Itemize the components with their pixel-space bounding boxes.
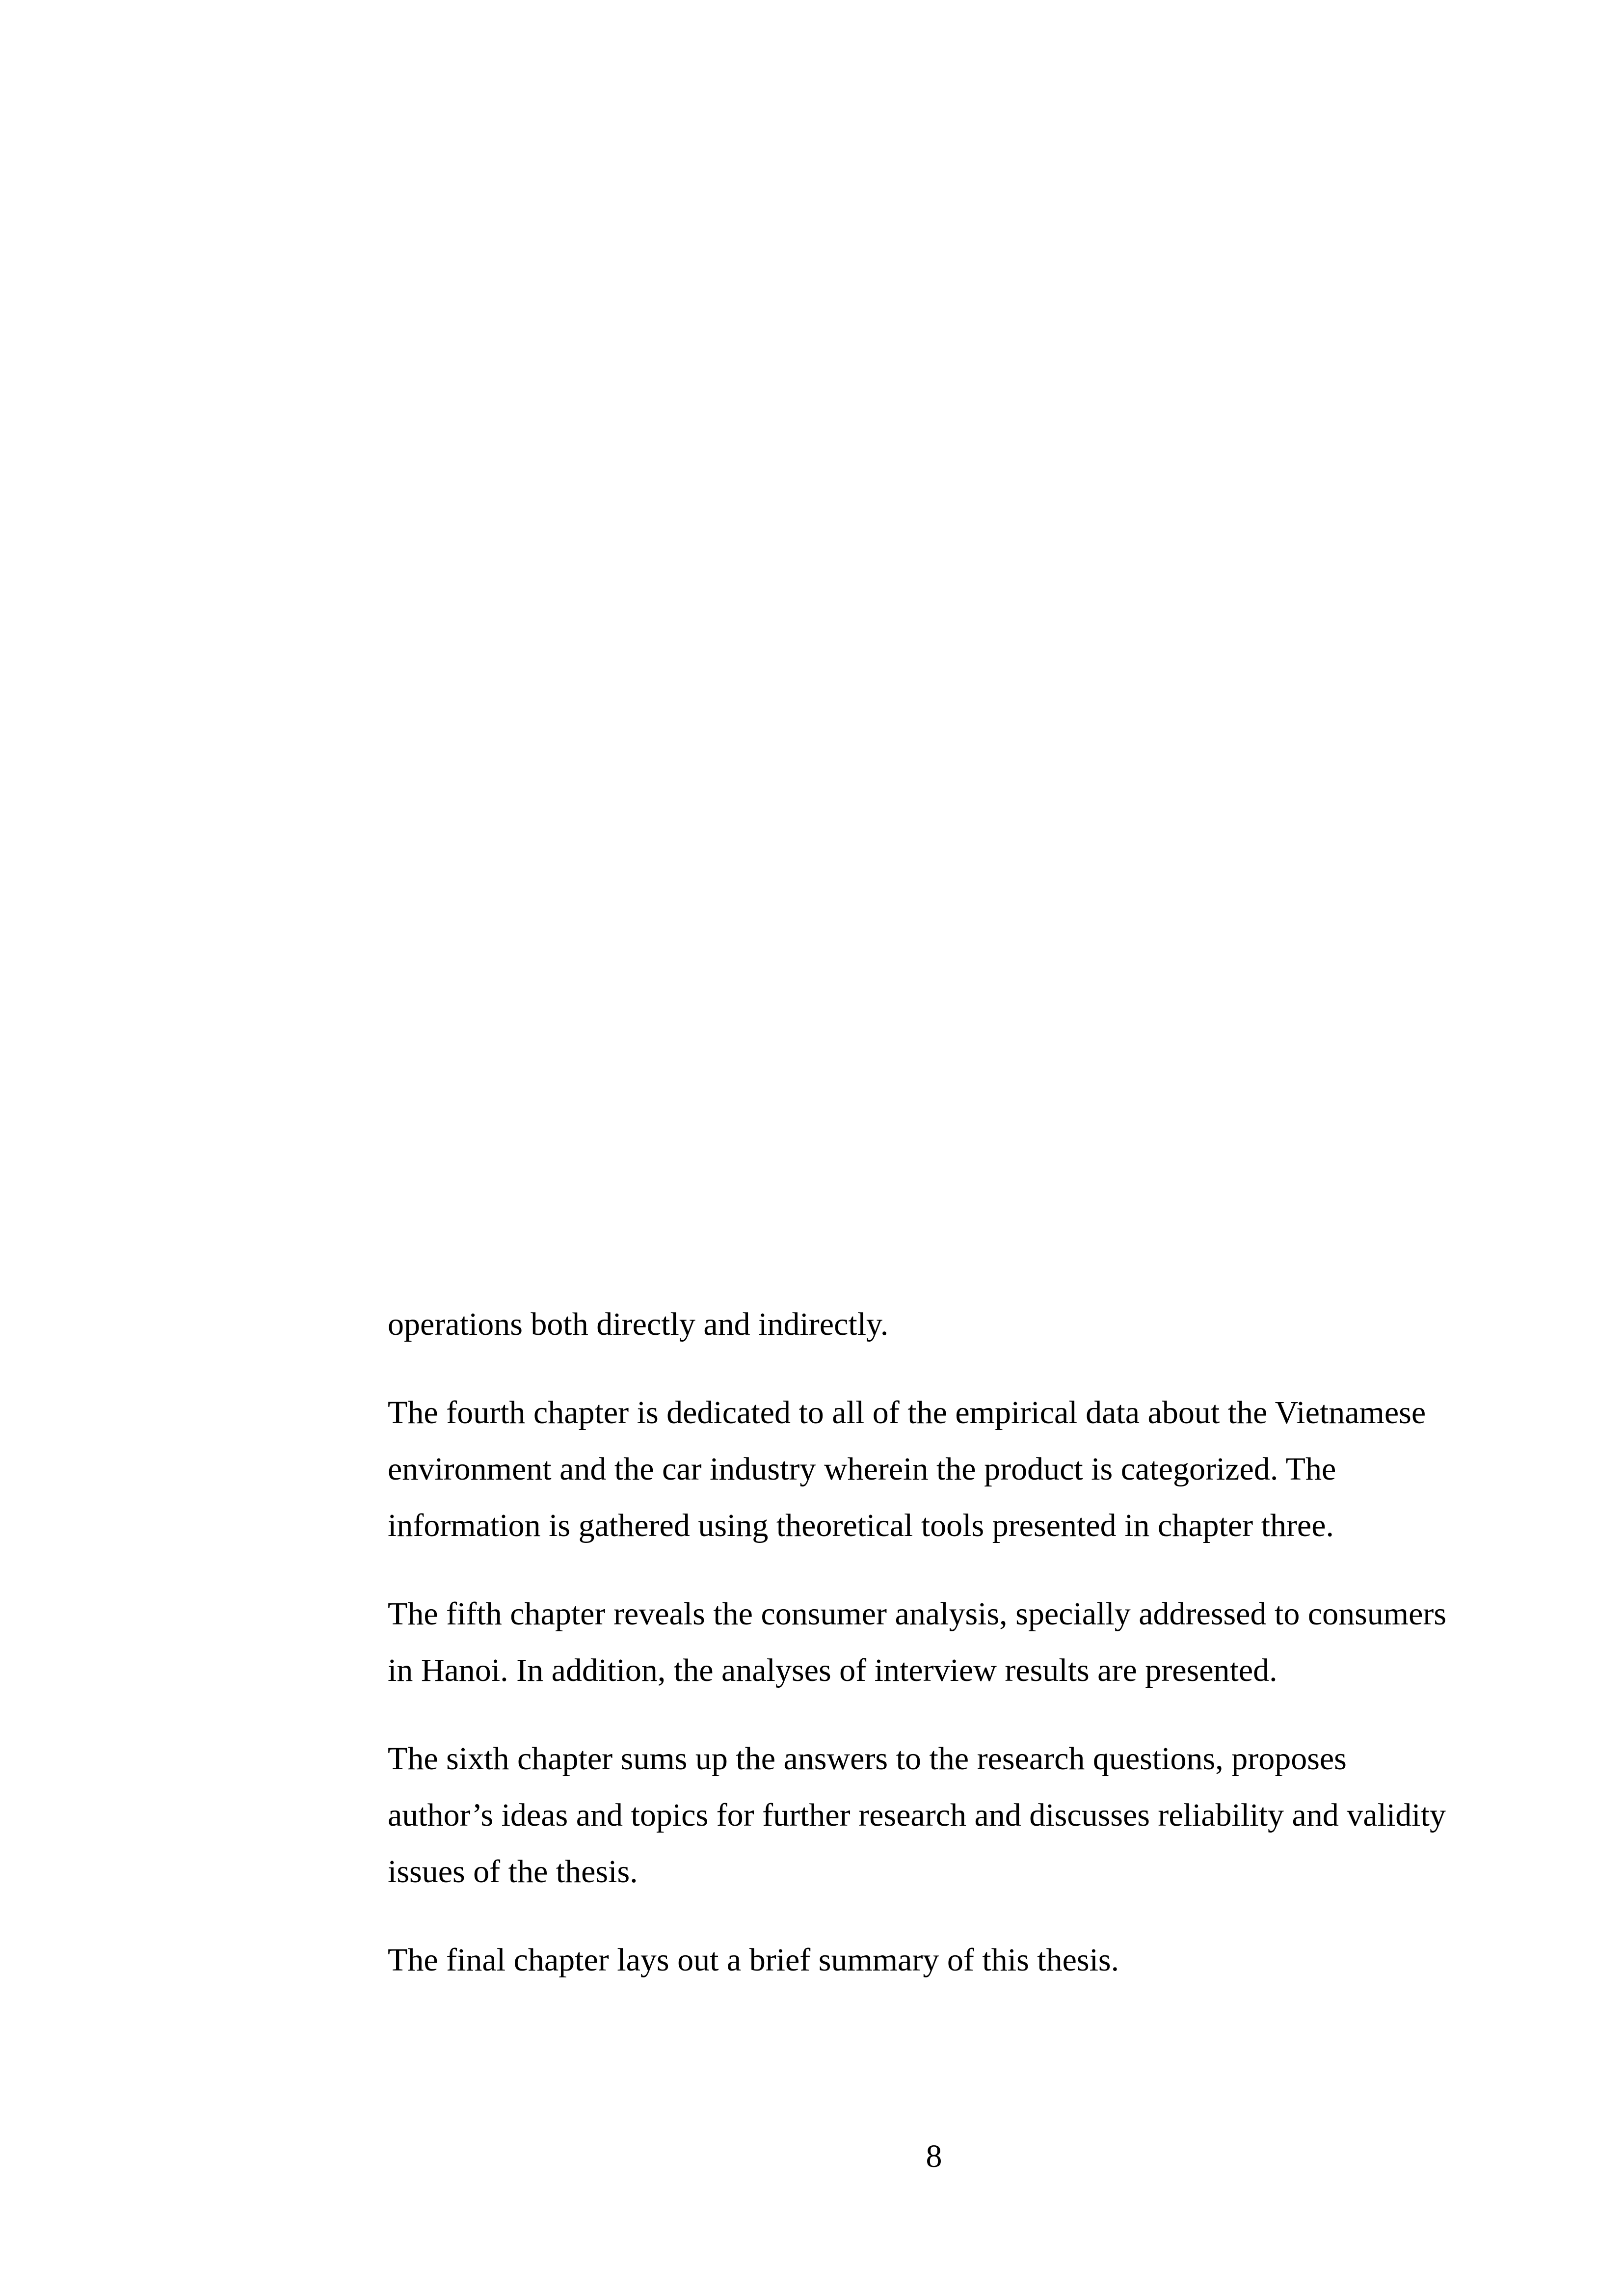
- text-line: information is gathered using theoretical tools presented in chapter three.: [388, 1508, 1334, 1543]
- text-line: The sixth chapter sums up the answers to the research questions, proposes: [388, 1741, 1347, 1777]
- page-number: 8: [926, 2138, 942, 2174]
- text-line: The fourth chapter is dedicated to all of the empirical data about the Vietnamese: [388, 1395, 1426, 1431]
- text-line: author’s ideas and topics for further research and discusses reliability and validity: [388, 1797, 1446, 1833]
- text-line: operations both directly and indirectly.: [388, 1306, 889, 1342]
- text-line: The fifth chapter reveals the consumer analysis, specially addressed to consumers: [388, 1596, 1447, 1632]
- text-line: issues of the thesis.: [388, 1854, 638, 1890]
- paragraph-operations: [388, 1296, 1482, 1352]
- paragraph-sixth-chapter: [388, 1730, 1482, 1900]
- paragraph-fourth-chapter: [388, 1384, 1482, 1554]
- body-text: [388, 1296, 1482, 1988]
- paragraph-final-chapter: [388, 1932, 1482, 1988]
- text-line: The final chapter lays out a brief summary of this thesis.: [388, 1942, 1119, 1978]
- text-line: environment and the car industry wherein the product is categorized. The: [388, 1451, 1336, 1487]
- text-line: in Hanoi. In addition, the analyses of interview results are presented.: [388, 1652, 1277, 1688]
- paragraph-fifth-chapter: [388, 1586, 1482, 1699]
